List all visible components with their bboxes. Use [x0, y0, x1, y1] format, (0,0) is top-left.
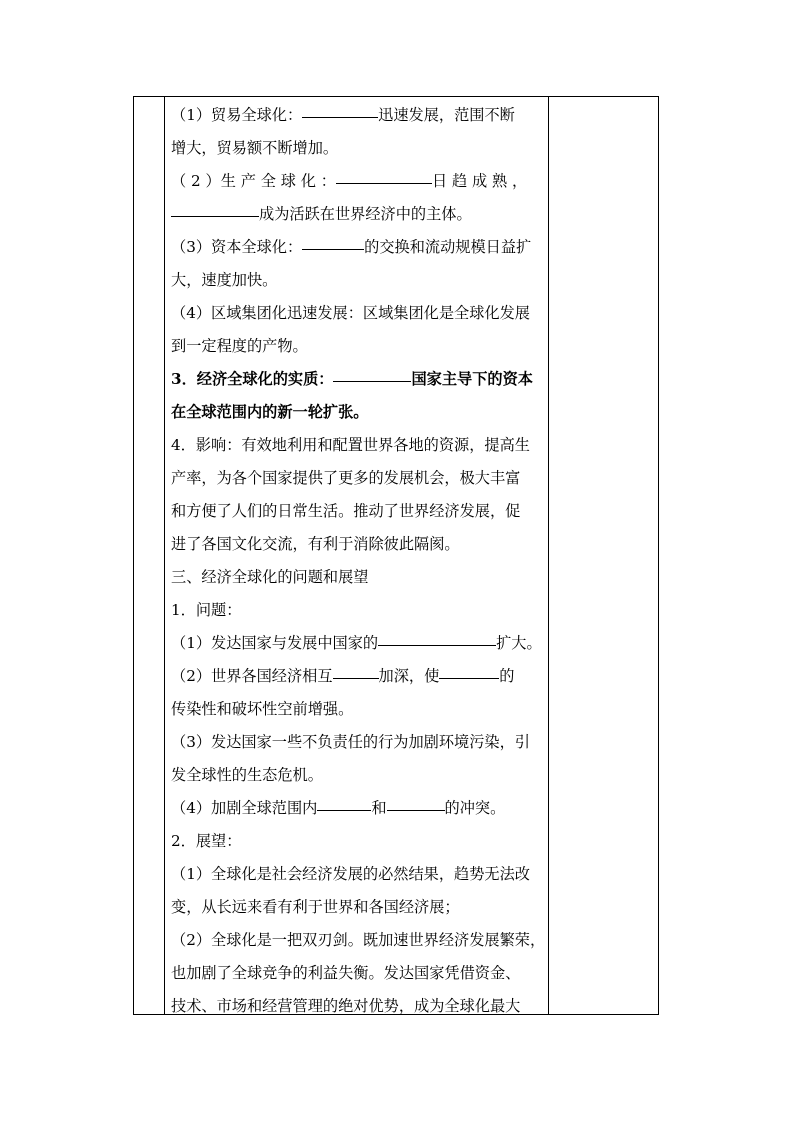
text-line: [171, 429, 549, 462]
text-line: [171, 528, 549, 561]
blank-underline: [302, 99, 378, 118]
text-line: [171, 957, 549, 990]
text-line: [171, 198, 549, 231]
line-text: （3）发达国家一些不负责任的行为加剧环境污染，引: [171, 733, 530, 751]
text-line: [171, 858, 549, 891]
line-text: 成为活跃在世界经济中的主体。: [259, 205, 472, 223]
text-line: [171, 726, 549, 759]
line-text: 的交换和流动规模日益扩: [364, 238, 532, 256]
text-line: [171, 132, 549, 165]
line-text: （2）全球化是一把双刃剑。既加速世界经济发展繁荣，: [171, 931, 546, 949]
blank-underline: [171, 198, 259, 217]
text-line: [171, 693, 549, 726]
text-line: [171, 264, 549, 297]
line-text: （ 2 ）生 产 全 球 化 ：: [171, 172, 336, 190]
line-text: 和: [371, 799, 387, 817]
line-text: （1）贸易全球化：: [171, 106, 303, 124]
line-text: 三、经济全球化的问题和展望: [171, 568, 369, 586]
subheading: [171, 825, 549, 858]
line-text: （4）加剧全球范围内: [171, 799, 318, 817]
line-text: 扩大。: [496, 634, 542, 652]
line-text: 产率，为各个国家提供了更多的发展机会，极大丰富: [171, 469, 521, 487]
text-line: [171, 297, 549, 330]
line-text: 4．影响：有效地利用和配置世界各地的资源，提高生: [171, 436, 530, 454]
blank-underline: [333, 660, 379, 679]
line-text: 变，从长远来看有利于世界和各国经济展；: [171, 898, 460, 916]
text-line: [171, 891, 549, 924]
line-text: 到一定程度的产物。: [171, 337, 308, 355]
subheading: [171, 594, 549, 627]
text-line: [171, 462, 549, 495]
text-line: [171, 495, 549, 528]
line-text: 迅速发展，范围不断: [378, 106, 515, 124]
text-line: [171, 396, 549, 429]
line-text: 的冲突。: [444, 799, 506, 817]
line-text: 和方便了人们的日常生活。推动了世界经济发展，促: [171, 502, 521, 520]
left-column: [134, 97, 165, 1014]
content-column: [165, 97, 549, 1014]
blank-underline: [439, 660, 499, 679]
section-heading: [171, 561, 549, 594]
line-text: （2）世界各国经济相互: [171, 667, 333, 685]
line-text: （3）资本全球化：: [171, 238, 303, 256]
right-column: [548, 97, 658, 1014]
line-text: 国家主导下的资本: [411, 370, 533, 388]
text-line: [171, 165, 549, 198]
text-line: [171, 330, 549, 363]
blank-underline: [302, 231, 364, 250]
text-line: [171, 990, 549, 1023]
blank-underline: [387, 792, 445, 811]
blank-underline: [317, 792, 371, 811]
line-text: 在全球范围内的新一轮扩张。: [171, 403, 369, 421]
text-line: [171, 759, 549, 792]
line-text: 传染性和破坏性空前增强。: [171, 700, 354, 718]
line-text: 大，速度加快。: [171, 271, 278, 289]
line-text: 加深，使: [378, 667, 440, 685]
text-line: [171, 924, 549, 957]
line-text: 发全球性的生态危机。: [171, 766, 323, 784]
line-text: 增大，贸易额不断增加。: [171, 139, 339, 157]
line-text: （1）发达国家与发展中国家的: [171, 634, 379, 652]
line-text: （4）区域集团化迅速发展：区域集团化是全球化发展: [171, 304, 530, 322]
text-line: [171, 363, 549, 396]
text-line: [171, 627, 549, 660]
blank-underline: [378, 627, 496, 646]
line-text: 也加剧了全球竞争的利益失衡。发达国家凭借资金、: [171, 964, 521, 982]
text-line: [171, 99, 549, 132]
line-text: 1．问题：: [171, 601, 242, 619]
line-text: 日 趋 成 熟 ，: [431, 172, 528, 190]
text-line: [171, 660, 549, 693]
line-text: 3．经济全球化的实质：: [171, 370, 334, 388]
worksheet-table: [133, 96, 659, 1015]
line-text: 的: [499, 667, 515, 685]
text-line: [171, 792, 549, 825]
line-text: 技术、市场和经营管理的绝对优势，成为全球化最大: [171, 997, 521, 1015]
blank-underline: [333, 363, 411, 382]
line-text: 进了各国文化交流，有利于消除彼此隔阂。: [171, 535, 460, 553]
text-line: [171, 231, 549, 264]
line-text: （1）全球化是社会经济发展的必然结果，趋势无法改: [171, 865, 530, 883]
line-text: 2．展望：: [171, 832, 242, 850]
blank-underline: [336, 165, 432, 184]
